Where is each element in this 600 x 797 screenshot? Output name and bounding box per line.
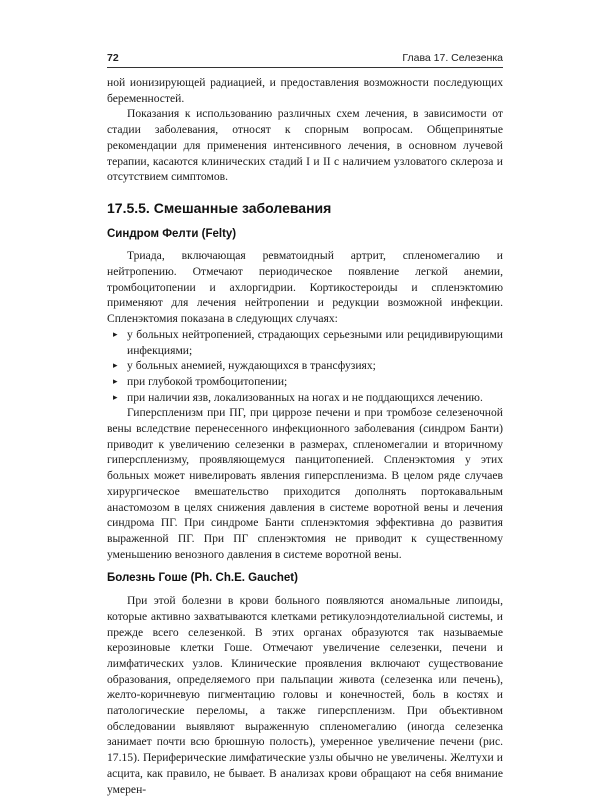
list-item (107, 327, 503, 358)
chapter-title: Глава 17. Селезенка (402, 52, 503, 64)
bullet-triangle-icon: ▸ (113, 360, 118, 371)
bullet-triangle-icon: ▸ (113, 375, 118, 386)
header-rule (107, 67, 503, 68)
list-item-text: у больных нейтропенией, страдающих серьезными или рецидивирующими инфекциями; (127, 327, 503, 357)
paragraph: Гиперспленизм при ПГ, при циррозе печени и при тромбозе селезеночной вены вследствие перенесенного инфекционного заболевания (синдром Банти) приводит к увеличению селезенки в размерах, спленомегалии и вторичному гиперспленизму, проявляющемуся панцитопенией. Спленэктомия у этих больных может нивелировать явления гиперспленизма. В целом ряде случаев хирургическое вмешательство приходится дополнять портокавальным анастомозом в целях снижения давления в системе воротной вены и лечения синдрома ПГ. При синдроме Банти спленэктомия эффективна до развития выраженной ПГ. При ПГ спленэктомия не приводит к существенному уменьшению венозного давления в системе воротной вены. (107, 406, 503, 561)
page-number: 72 (107, 52, 119, 64)
subsection-heading-gaucher: Болезнь Гоше (Ph. Ch.E. Gauchet) (107, 572, 298, 585)
body-text (107, 75, 503, 797)
paragraph: Триада, включающая ревматоидный артрит, спленомегалию и нейтропению. Отмечают периодическое появление легкой анемии, тромбоцитопении и ахлоргидрии. Кортикостероиды и спленэктомию применяют для лечения нейтропении и редукции возможной инфекции. Спленэктомия показана в следующих случаях: (107, 249, 503, 326)
paragraph: ной ионизирующей радиацией, и предоставления возможности последующих беременностей. (107, 76, 503, 105)
list-item (107, 358, 503, 374)
list-item-text: у больных анемией, нуждающихся в трансфузиях; (127, 359, 376, 373)
section-heading: 17.5.5. Смешанные заболевания (107, 199, 332, 216)
paragraph: При этой болезни в крови больного появляются аномальные липоиды, которые активно захватываются клетками ретикулоэндотелиальной системы, и прежде всего селезенкой. В этих органах образуются так называемые керозиновые клетки Гоше. Отмечают увеличение селезенки, печени и лимфатических узлов. Клинические проявления включают существование образования, определяемого при пальпации живота (селезенка или печень), желто-коричневую пигментацию головы и конечностей, боль в костях и патологические переломы, а также гиперспленизм. При объективном обследовании выявляют выраженную спленомегалию (иногда селезенка занимает почти всю брюшную полость), умеренное увеличение печени (рис. 17.15). Периферические лимфатические узлы обычно не увеличены. Желтухи и асцита, как правило, не бывает. В анализах крови обращают на себя внимание умерен- (107, 594, 503, 796)
indication-list (107, 327, 503, 406)
bullet-triangle-icon: ▸ (113, 391, 118, 402)
bullet-triangle-icon: ▸ (113, 328, 118, 339)
list-item (107, 390, 503, 406)
list-item (107, 374, 503, 390)
running-header (107, 52, 503, 68)
paragraph: Показания к использованию различных схем лечения, в зависимости от стадии заболевания, относят к спорным вопросам. Общепринятые рекомендации для применения интенсивного лечения, в основном лучевой терапии, касаются клинических стадий I и II с наличием узловатого склероза и отсутствием симптомов. (107, 107, 503, 184)
list-item-text: при глубокой тромбоцитопении; (127, 374, 288, 388)
list-item-text: при наличии язв, локализованных на ногах и не поддающихся лечению. (127, 390, 483, 404)
subsection-heading-felty: Синдром Фелти (Felty) (107, 227, 237, 240)
